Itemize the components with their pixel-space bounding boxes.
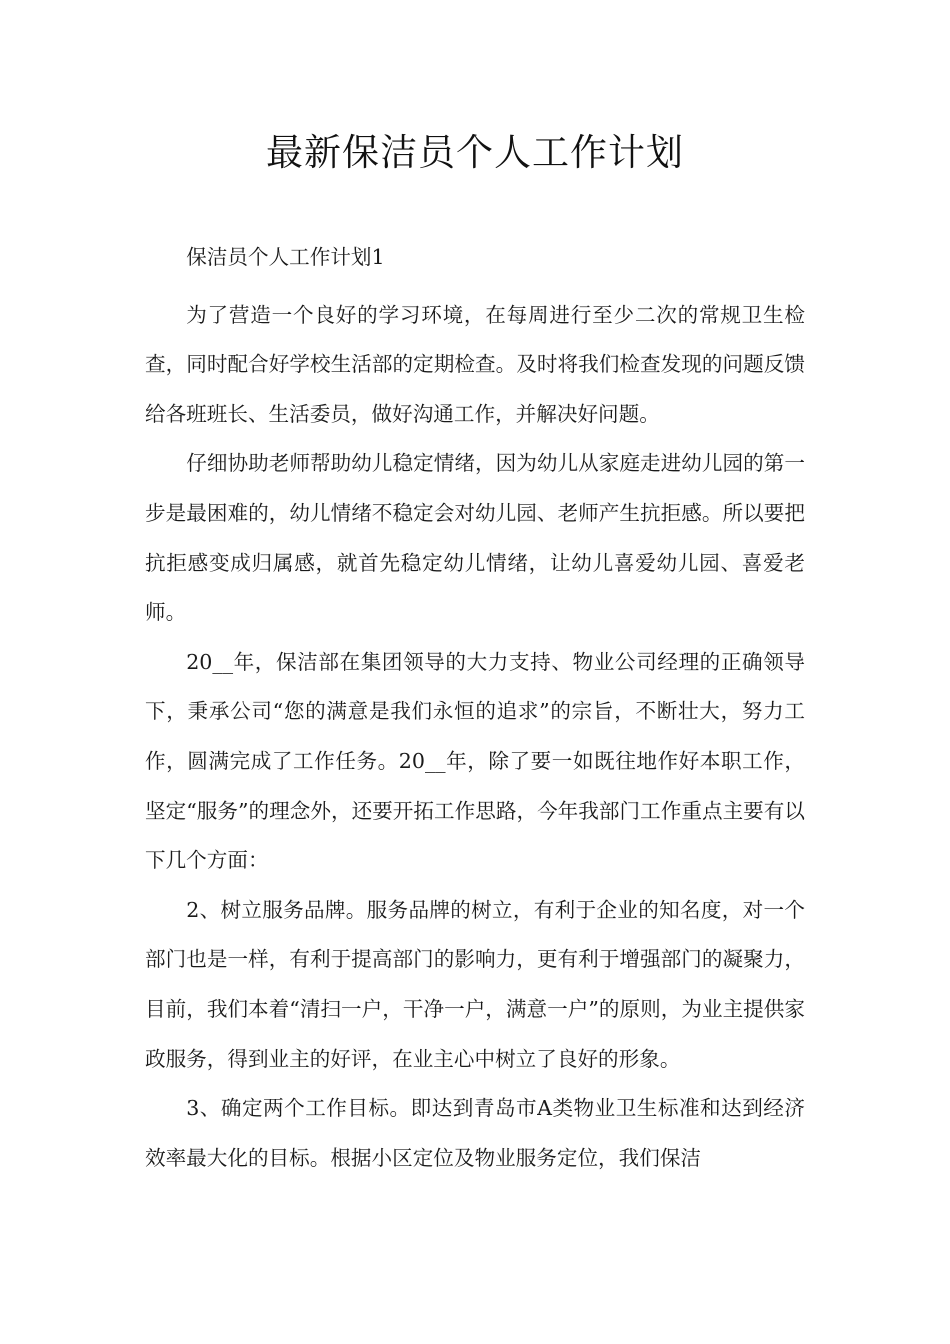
- paragraph-2: 仔细协助老师帮助幼儿稳定情绪，因为幼儿从家庭走进幼儿园的第一步是最困难的，幼儿情绪不稳定会对幼儿园、老师产生抗拒感。所以要把抗拒感变成归属感，就首先稳定幼儿情绪，让幼儿喜爱幼儿园、喜爱老师。: [145, 451, 805, 625]
- paragraph-1: 为了营造一个良好的学习环境，在每周进行至少二次的常规卫生检查，同时配合好学校生活部的定期检查。及时将我们检查发现的问题反馈给各班班长、生活委员，做好沟通工作，并解决好问题。: [145, 302, 805, 426]
- paragraph-3: 20__年，保洁部在集团领导的大力支持、物业公司经理的正确领导下，秉承公司“您的满意是我们永恒的追求”的宗旨，不断壮大，努力工作，圆满完成了工作任务。20__年，除了要一如既往地作好本职工作，坚定“服务”的理念外，还要开拓工作思路，今年我部门工作重点主要有以下几个方面：: [145, 649, 805, 873]
- section-heading: 保洁员个人工作计划1: [186, 245, 385, 269]
- document-body: [145, 233, 805, 1183]
- page-title: 最新保洁员个人工作计划: [266, 131, 684, 174]
- paragraph-5: 3、确定两个工作目标。即达到青岛市A类物业卫生标准和达到经济效率最大化的目标。根据小区定位及物业服务定位，我们保洁: [145, 1096, 805, 1170]
- paragraph-4: 2、树立服务品牌。服务品牌的树立，有利于企业的知名度，对一个部门也是一样，有利于提高部门的影响力，更有利于增强部门的凝聚力，目前，我们本着“清扫一户，干净一户，满意一户”的原则，为业主提供家政服务，得到业主的好评，在业主心中树立了良好的形象。: [145, 897, 805, 1071]
